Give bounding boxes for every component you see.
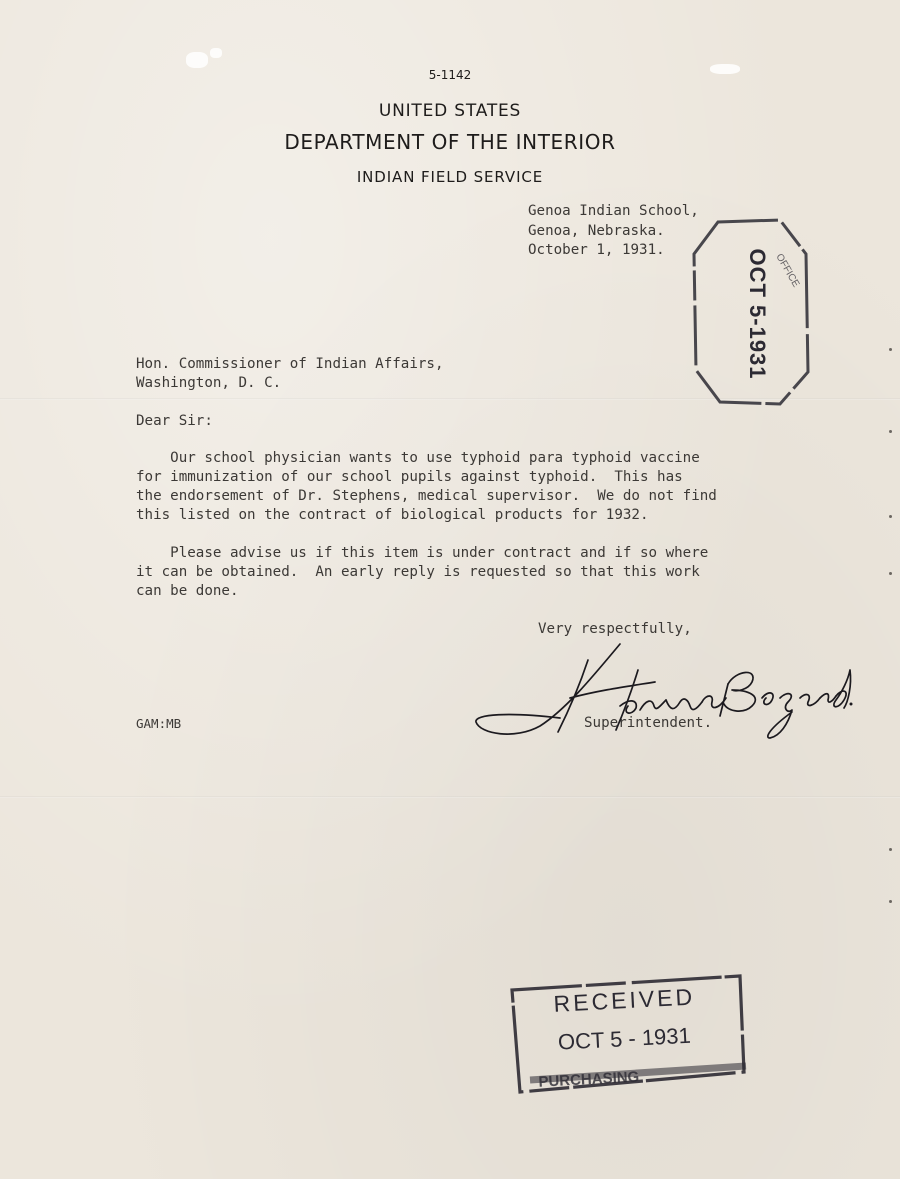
sender-address-line: Genoa Indian School, bbox=[528, 203, 699, 219]
punch-mark bbox=[889, 572, 892, 575]
body-line: Our school physician wants to use typhoid para typhoid vaccine bbox=[136, 450, 700, 466]
paper-blemish bbox=[210, 48, 222, 58]
body-line: for immunization of our school pupils against typhoid. This has bbox=[136, 469, 683, 485]
punch-mark bbox=[889, 848, 892, 851]
salutation: Dear Sir: bbox=[136, 413, 213, 429]
letterhead-department: DEPARTMENT OF THE INTERIOR bbox=[284, 130, 616, 154]
received-stamp-dept: PURCHASING bbox=[538, 1068, 640, 1091]
signer-title: Superintendent. bbox=[584, 715, 713, 731]
body-line: it can be obtained. An early reply is requested so that this work bbox=[136, 564, 700, 580]
sender-address-line: Genoa, Nebraska. bbox=[528, 223, 665, 239]
punch-mark bbox=[889, 348, 892, 351]
paper-blemish bbox=[186, 52, 208, 68]
sender-date: October 1, 1931. bbox=[528, 242, 665, 258]
body-line: can be done. bbox=[136, 583, 239, 599]
form-number: 5-1142 bbox=[428, 68, 472, 82]
closing: Very respectfully, bbox=[538, 621, 692, 637]
body-line: the endorsement of Dr. Stephens, medical supervisor. We do not find bbox=[136, 488, 717, 504]
letterhead-united-states: UNITED STATES bbox=[378, 101, 522, 121]
punch-mark bbox=[889, 515, 892, 518]
punch-mark bbox=[889, 900, 892, 903]
recipient-line: Hon. Commissioner of Indian Affairs, bbox=[136, 356, 444, 372]
signature-image bbox=[470, 640, 860, 750]
fold-line bbox=[0, 796, 900, 798]
body-line: this listed on the contract of biological products for 1932. bbox=[136, 507, 649, 523]
body-line: Please advise us if this item is under contract and if so where bbox=[136, 545, 709, 561]
typist-initials: GAM:MB bbox=[136, 716, 182, 731]
recipient-line: Washington, D. C. bbox=[136, 375, 282, 391]
office-stamp-date: OCT 5-1931 bbox=[745, 248, 770, 380]
received-stamp-word: RECEIVED bbox=[552, 983, 696, 1017]
office-stamp-word: OFFICE bbox=[773, 252, 802, 290]
office-date-stamp bbox=[688, 214, 818, 410]
letterhead-service: INDIAN FIELD SERVICE bbox=[356, 168, 544, 186]
received-stamp-date: OCT 5 - 1931 bbox=[557, 1022, 692, 1055]
punch-mark bbox=[889, 430, 892, 433]
received-stamp bbox=[508, 972, 754, 1102]
